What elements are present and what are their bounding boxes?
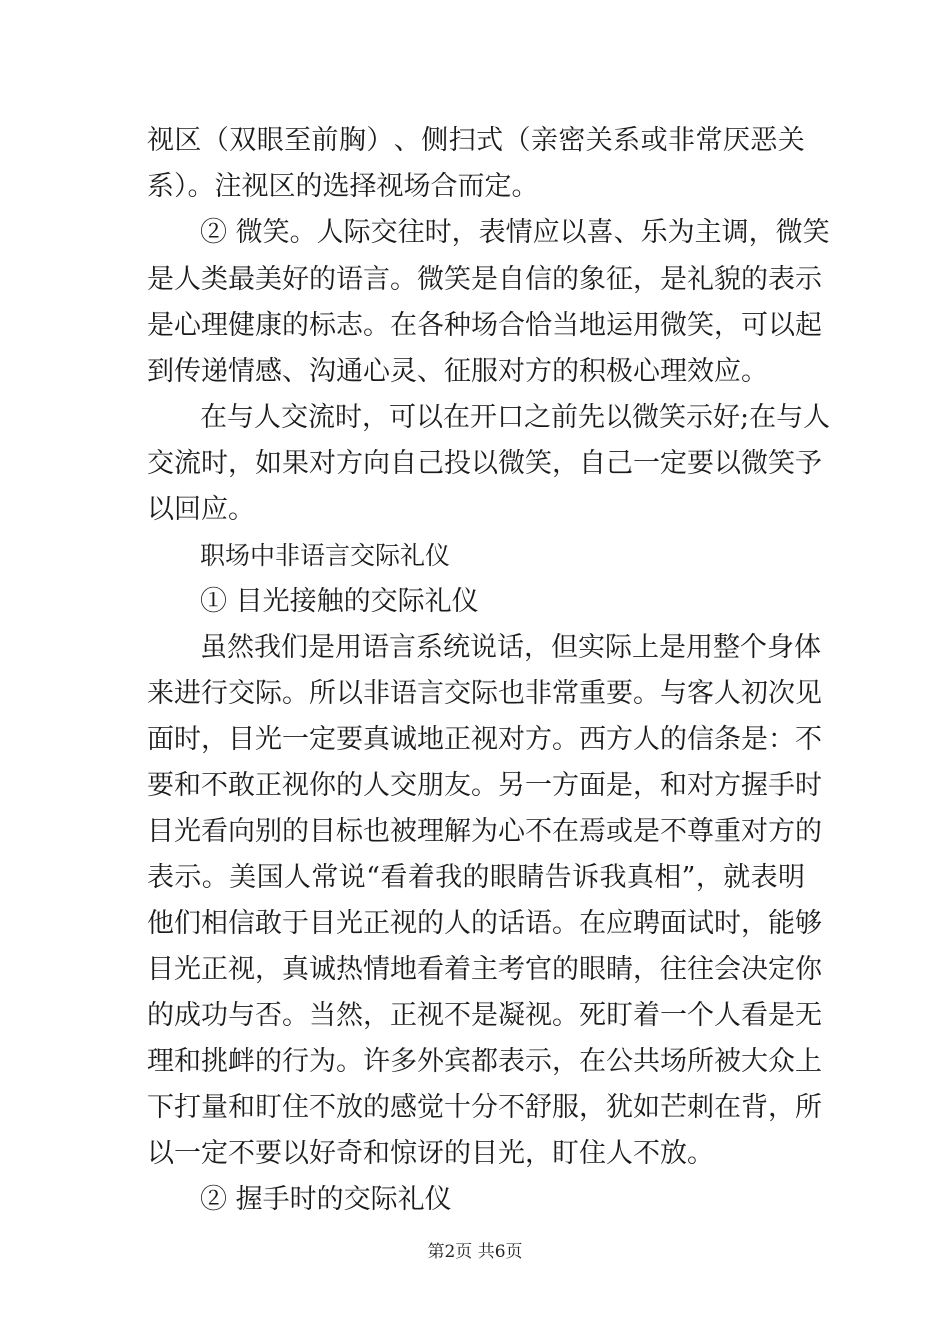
text-line: 以回应。: [147, 494, 255, 525]
text-line: 面 时 ， 目 光 一 定 要 真 诚 地 正 视 对 方 。 西 方 人 的 信 条 是 ： 不: [147, 724, 822, 755]
text-line: 虽然我们是用语言系统说话，但实际上是用整个身体: [200, 632, 821, 663]
text-line: 理 和 挑 衅 的 行 为 。 许 多 外 宾 都 表 示 ， 在 公 共 场 所 被 大 众 上: [147, 1046, 822, 1077]
text-line: 系）。注视区的选择视场合而定。: [147, 171, 539, 202]
text-line: 目 光 看 向 别 的 目 标 也 被 理 解 为 心 不 在 焉 或 是 不 尊 重 对 方 的: [147, 816, 822, 847]
text-line: 表 示 。 美 国 人 常 说 “ 看 着 我 的 眼 睛 告 诉 我 真 相 ” ， 就 表 明: [147, 862, 805, 893]
subsection-heading: ① 目光接触的交际礼仪: [200, 586, 479, 617]
text-line: 他 们 相 信 敢 于 目 光 正 视 的 人 的 话 语 。 在 应 聘 面 试 时 ， 能 够: [147, 908, 822, 939]
text-line: 下 打 量 和 盯 住 不 放 的 感 觉 十 分 不 舒 服 ， 犹 如 芒 刺 在 背 ， 所: [147, 1092, 822, 1123]
text-line: 是 心 理 健 康 的 标 志 。 在 各 种 场 合 恰 当 地 运 用 微 笑 ， 可 以 起: [147, 310, 822, 341]
page-number: 第2页 共6页: [427, 1242, 523, 1262]
text-line: 要 和 不 敢 正 视 你 的 人 交 朋 友 。 另 一 方 面 是 ， 和 对 方 握 手 时: [147, 770, 822, 801]
subsection-heading: ② 握手时的交际礼仪: [200, 1184, 452, 1215]
text-line: 到传递情感、沟通心灵、征服对方的积极心理效应。: [147, 356, 768, 387]
text-line: 交 流 时 ， 如 果 对 方 向 自 己 投 以 微 笑 ， 自 己 一 定 要 以 微 笑 予: [147, 448, 822, 479]
text-line: ② 微笑。人际交往时，表情应以喜、乐为主调，微笑: [200, 217, 830, 248]
text-line: 来 进 行 交 际 。 所 以 非 语 言 交 际 也 非 常 重 要 。 与 客 人 初 次 见: [147, 678, 822, 709]
text-line: 目 光 正 视 ， 真 诚 热 情 地 看 着 主 考 官 的 眼 睛 ， 往 往 会 决 定 你: [147, 954, 822, 985]
text-line: 在与人交流时，可以在开口之前先以微笑示好;在与人: [200, 402, 831, 433]
text-line: 视 区 （ 双 眼 至 前 胸 ） 、 侧 扫 式 （ 亲 密 关 系 或 非 常 厌 恶 关: [147, 125, 805, 156]
text-line: 的 成 功 与 否 。 当 然 ， 正 视 不 是 凝 视 。 死 盯 着 一 个 人 看 是 无: [147, 1000, 822, 1031]
text-line: 以一定不要以好奇和惊讶的目光，盯住人不放。: [147, 1138, 714, 1169]
section-heading: 职场中非语言交际礼仪: [200, 541, 451, 570]
text-line: 是 人 类 最 美 好 的 语 言 。 微 笑 是 自 信 的 象 征 ， 是 礼 貌 的 表 示: [147, 264, 822, 295]
